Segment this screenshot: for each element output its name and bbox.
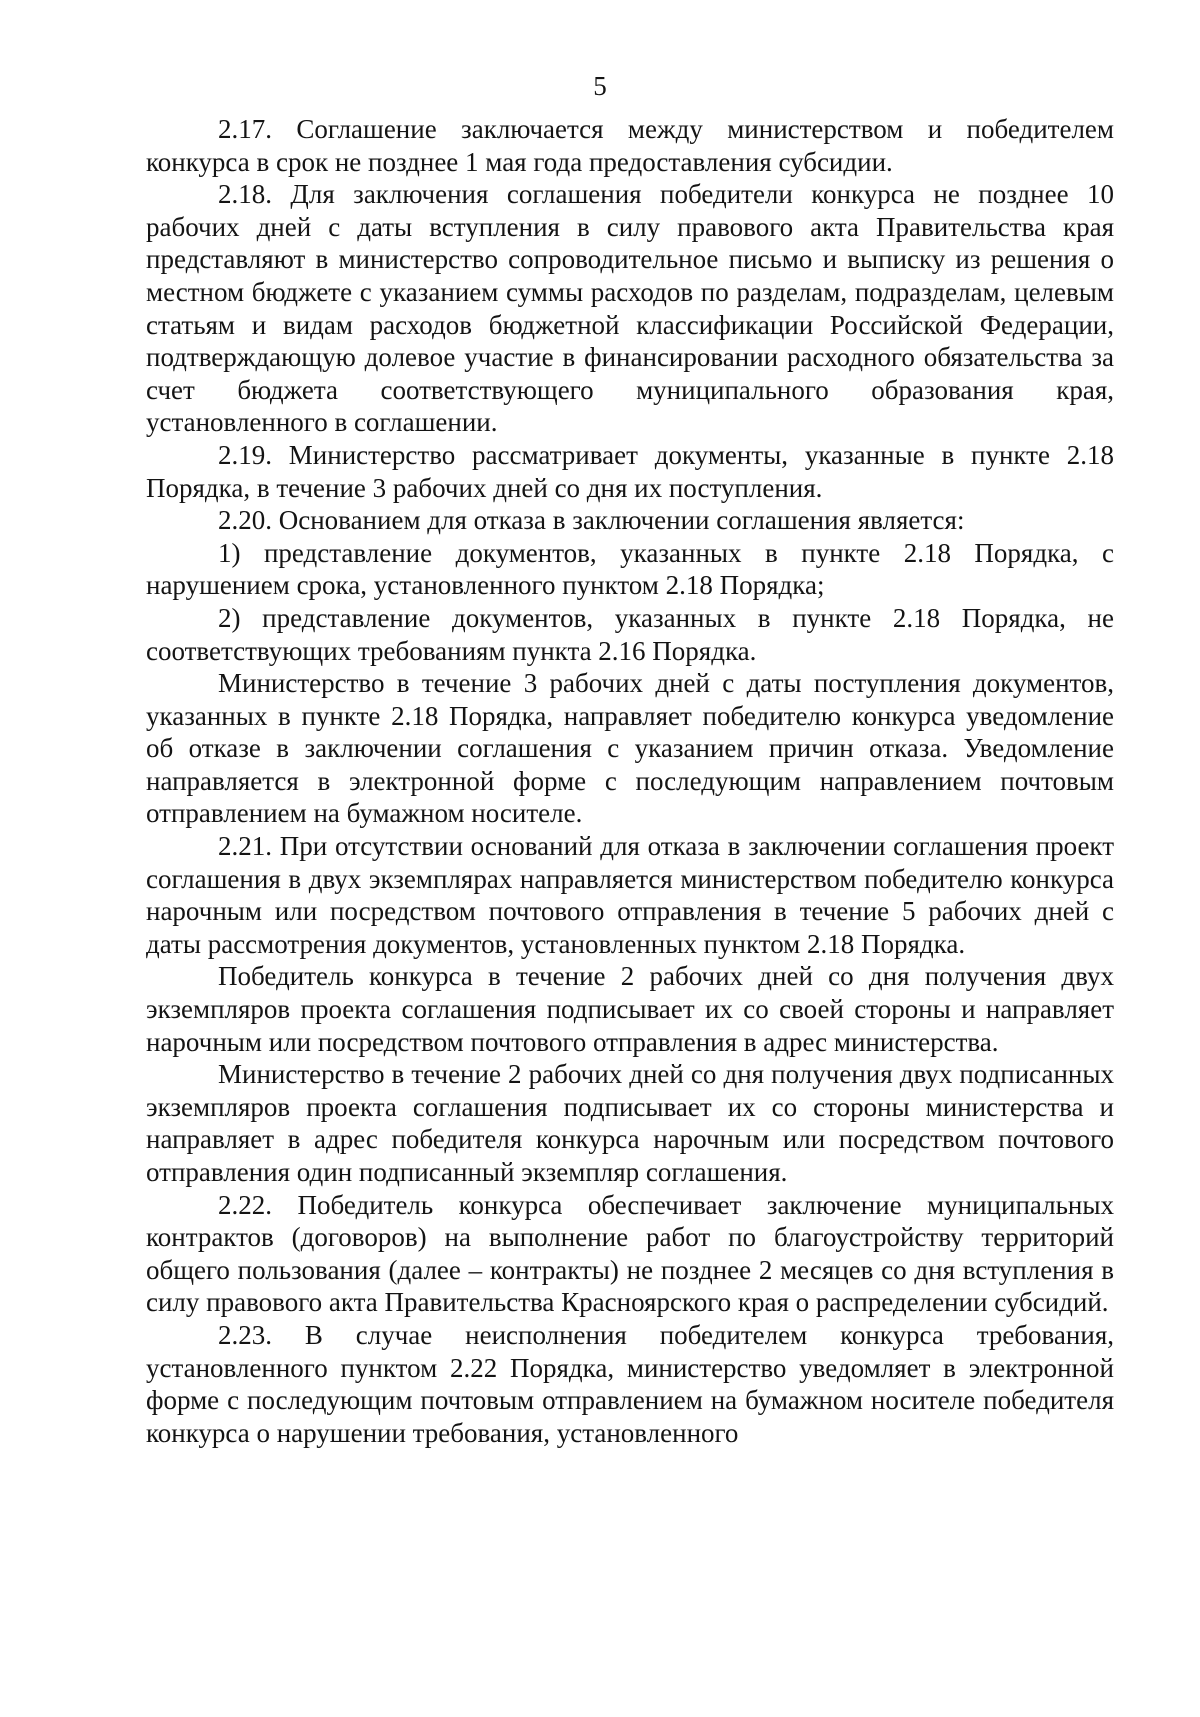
paragraph-2-20-item-1: 1) представление документов, указанных в пункте 2.18 Порядка, с нарушением срока, установленного пунктом 2.18 Порядка; xyxy=(146,537,1114,601)
paragraph-winner-signing: Победитель конкурса в течение 2 рабочих дней со дня получения двух экземпляров проекта соглашения подписывает их со своей стороны и направляет нарочным или посредством почтового отправления в адрес министерства. xyxy=(146,961,1114,1057)
paragraph-2-20-item-2: 2) представление документов, указанных в пункте 2.18 Порядка, не соответствующих требованиям пункта 2.16 Порядка. xyxy=(146,602,1114,666)
paragraph-2-18: 2.18. Для заключения соглашения победители конкурса не позднее 10 рабочих дней с даты вступления в силу правового акта Правительства края представляют в министерство сопроводительное письмо и выписку из решения о местном бюджете с указанием суммы расходов по разделам, подразделам, целевым статьям и видам расходов бюджетной классификации Российской Федерации, подтверждающую долевое участие в финансировании расходного обязательства за счет бюджета соответствующего муниципального образования края, установленного в соглашении. xyxy=(146,179,1114,438)
paragraph-2-20: 2.20. Основанием для отказа в заключении соглашения является: xyxy=(218,505,965,536)
document-body xyxy=(146,113,1114,1449)
paragraph-refusal-notice: Министерство в течение 3 рабочих дней с даты поступления документов, указанных в пункте 2.18 Порядка, направляет победителю конкурса уведомление об отказе в заключении соглашения с указанием причин отказа. Уведомление направляется в электронной форме с последующим направлением почтовым отправлением на бумажном носителе. xyxy=(146,668,1114,829)
paragraph-2-19: 2.19. Министерство рассматривает документы, указанные в пункте 2.18 Порядка, в течение 3 рабочих дней со дня их поступления. xyxy=(146,439,1114,503)
paragraph-2-17: 2.17. Соглашение заключается между министерством и победителем конкурса в срок не позднее 1 мая года предоставления субсидии. xyxy=(146,114,1114,177)
paragraph-2-21: 2.21. При отсутствии оснований для отказа в заключении соглашения проект соглашения в двух экземплярах направляется министерством победителю конкурса нарочным или посредством почтового отправления в течение 5 рабочих дней с даты рассмотрения документов, установленных пунктом 2.18 Порядка. xyxy=(146,831,1114,959)
page-number: 5 xyxy=(593,71,607,101)
paragraph-2-23: 2.23. В случае неисполнения победителем конкурса требования, установленного пунктом 2.22 Порядка, министерство уведомляет в электронной форме с последующим почтовым отправлением на бумажном носителе победителя конкурса о нарушении требования, установленного xyxy=(146,1319,1114,1448)
paragraph-2-22: 2.22. Победитель конкурса обеспечивает заключение муниципальных контрактов (договоров) на выполнение работ по благоустройству территорий общего пользования (далее – контракты) не позднее 2 месяцев со дня вступления в силу правового акта Правительства Красноярского края о распределении субсидий. xyxy=(146,1189,1114,1318)
paragraph-ministry-signing: Министерство в течение 2 рабочих дней со дня получения двух подписанных экземпляров проекта соглашения подписывает их со стороны министерства и направляет в адрес победителя конкурса нарочным или посредством почтового отправления один подписанный экземпляр соглашения. xyxy=(146,1059,1114,1187)
